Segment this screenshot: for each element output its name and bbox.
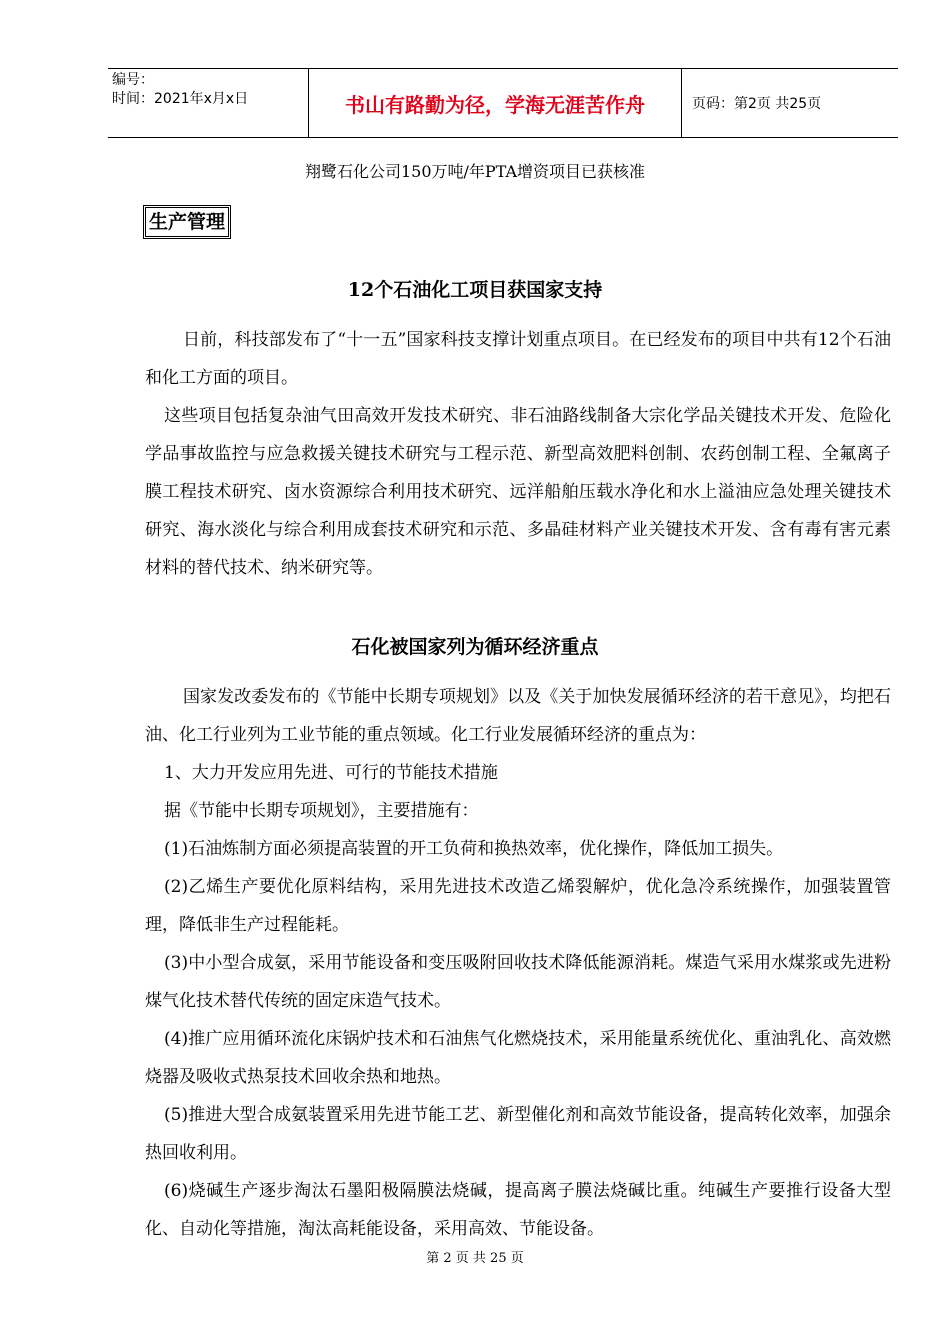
article1-paragraph: 日前，科技部发布了“十一五”国家科技支撑计划重点项目。在已经发布的项目中共有12个石油和化工方面的项目。 (145, 330, 891, 388)
article2-paragraph: (4)推广应用循环流化床锅炉技术和石油焦气化燃烧技术，采用能量系统优化、重油乳化、高效燃烧器及吸收式热泵技术回收余热和地热。 (145, 1029, 891, 1087)
header-meta (108, 69, 308, 137)
article2-paragraph: 据《节能中长期专项规划》，主要措施有： (164, 801, 479, 821)
article2-paragraph: 国家发改委发布的《节能中长期专项规划》以及《关于加快发展循环经济的若干意见》，均把石油、化工行业列为工业节能的重点领域。化工行业发展循环经济的重点为： (145, 687, 891, 745)
article2-paragraph: (2)乙烯生产要优化原料结构，采用先进技术改造乙烯裂解炉，优化急冷系统操作，加强装置管理，降低非生产过程能耗。 (145, 877, 891, 935)
article2-paragraph: (6)烧碱生产逐步淘汰石墨阳极隔膜法烧碱，提高离子膜法烧碱比重。纯碱生产要推行设备大型化、自动化等措施，淘汰高耗能设备，采用高效、节能设备。 (145, 1181, 891, 1239)
article2-paragraph: (5)推进大型合成氨装置采用先进节能工艺、新型催化剂和高效节能设备，提高转化效率，加强余热回收利用。 (145, 1105, 891, 1163)
article1-title: 12个石油化工项目获国家支持 (347, 279, 603, 301)
article1-paragraph: 这些项目包括复杂油气田高效开发技术研究、非石油路线制备大宗化学品关键技术开发、危险化学品事故监控与应急救援关键技术研究与工程示范、新型高效肥料创制、农药创制工程、全氟离子膜工程技术研究、卤水资源综合利用技术研究、远洋船舶压载水净化和水上溢油应急处理关键技术研究、海水淡化与综合利用成套技术研究和示范、多晶硅材料产业关键技术开发、含有毒有害元素材料的替代技术、纳米研究等。 (145, 406, 891, 578)
document-number-label: 编号： (112, 72, 154, 88)
article2-paragraph: (3)中小型合成氨，采用节能设备和变压吸附回收技术降低能源消耗。煤造气采用水煤浆或先进粉煤气化技术替代传统的固定床造气技术。 (145, 953, 891, 1011)
article1-body (145, 321, 891, 587)
section-label: 生产管理 (145, 207, 229, 237)
article2-body (145, 678, 891, 1248)
header-motto: 书山有路勤为径，学海无涯苦作舟 (308, 69, 682, 137)
article2-paragraph: 1、大力开发应用先进、可行的节能技术措施 (164, 763, 498, 783)
intro-line: 翔鹭石化公司150万吨/年PTA增资项目已获核准 (304, 162, 646, 181)
page-header (108, 68, 898, 138)
page-footer: 第 2 页 共 25 页 (426, 1251, 524, 1266)
article2-paragraph: (1)石油炼制方面必须提高装置的开工负荷和换热效率，优化操作，降低加工损失。 (164, 839, 784, 859)
header-page-info: 页码：第2页 共25页 (692, 96, 822, 112)
document-time-label: 时间：2021年x月x日 (112, 91, 249, 107)
section-label-box (143, 205, 231, 239)
article2-title: 石化被国家列为循环经济重点 (351, 636, 599, 658)
